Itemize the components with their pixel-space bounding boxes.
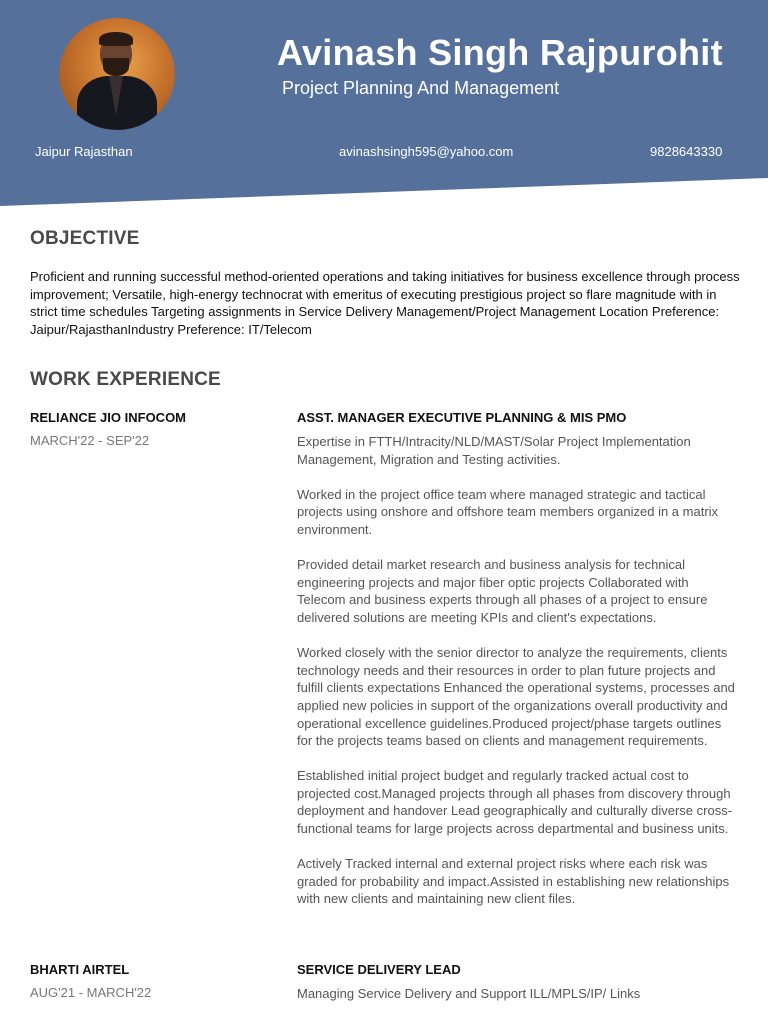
job-description-paragraph: Worked closely with the senior director to analyze the requirements, clients technology needs and their resources in order to plan future projects and fulfill clients expectations Enhanced the operational systems, processes and applied new policies in support of the organizations overall productivity and operational excellence guidelines.Produced project/phase targets outlines for the projects teams based on clients and management requirements.	[297, 645, 735, 749]
objective-heading: OBJECTIVE	[30, 228, 140, 249]
job-description	[297, 433, 737, 926]
job-description-paragraph: Worked in the project office team where managed strategic and tactical projects using onshore and offshore team members organized in a matrix environment.	[297, 486, 719, 537]
job-company: RELIANCE JIO INFOCOM	[30, 410, 187, 425]
photo-beard-shape	[103, 58, 129, 76]
job-dates: MARCH'22 - SEP'22	[30, 433, 150, 448]
profile-photo	[59, 18, 175, 130]
photo-hair-shape	[99, 32, 133, 46]
job-description-paragraph: Provided detail market research and business analysis for technical engineering projects and major fiber optic projects Collaborated with Telecom and business experts through all phases of a project to ensure delivered solutions are meeting KPIs and client's expectations.	[297, 557, 708, 625]
job-description-paragraph: Expertise in FTTH/Intracity/NLD/MAST/Solar Project Implementation Management, Migration and Testing activities.	[297, 434, 691, 467]
objective-text: Proficient and running successful method-oriented operations and taking initiatives for business excellence through process improvement; Versatile, high-energy technocrat with emeritus of executing prestigious project so flare magnitude with in strict time schedules Targeting assignments in Service Delivery Management/Project Management Location Preference: Jaipur/RajasthanIndustry Preference: IT/Telecom	[30, 269, 740, 337]
job-description-paragraph: Actively Tracked internal and external project risks where each risk was graded for probability and impact.Assisted in establishing new relationships with new clients and maintaining new client files.	[297, 856, 730, 907]
job-description	[297, 985, 737, 1020]
job-description-paragraph: Managing Service Delivery and Support ILL/MPLS/IP/ Links	[297, 986, 641, 1001]
job-role: ASST. MANAGER EXECUTIVE PLANNING & MIS PMO	[297, 410, 627, 425]
candidate-name: Avinash Singh Rajpurohit	[277, 32, 723, 73]
job-company: BHARTI AIRTEL	[30, 962, 130, 977]
job-dates: AUG'21 - MARCH'22	[30, 985, 152, 1000]
contact-email[interactable]: avinashsingh595@yahoo.com	[339, 144, 514, 159]
work-experience-heading: WORK EXPERIENCE	[30, 369, 221, 390]
job-description-paragraph: Established initial project budget and regularly tracked actual cost to projected cost.Managed projects through all phases from discovery through deployment and handover Lead geographically and culturally diverse cross-functional teams for large projects across departmental and business units.	[297, 768, 733, 837]
contact-phone[interactable]: 9828643330	[650, 144, 723, 159]
candidate-title: Project Planning And Management	[282, 78, 560, 98]
contact-location: Jaipur Rajasthan	[35, 144, 133, 159]
job-role: SERVICE DELIVERY LEAD	[297, 962, 461, 977]
